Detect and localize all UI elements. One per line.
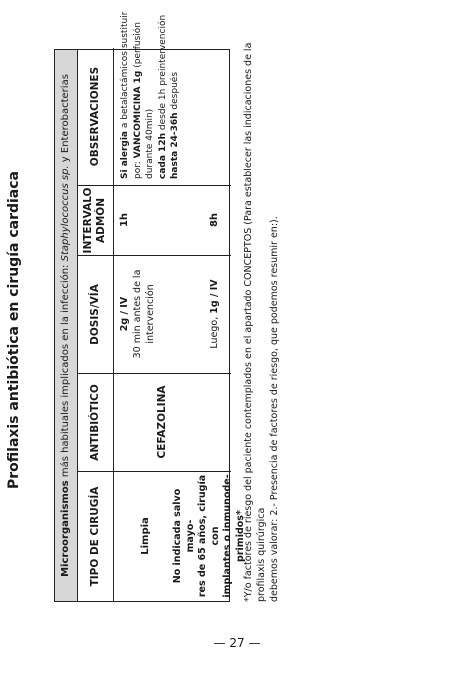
microorganisms-text: más habituales implicados en la infección: <box>60 264 71 478</box>
tipo-title: Limpia <box>140 517 151 555</box>
obs-hasta: hasta 24-36h <box>170 112 180 179</box>
cell-dosis-via <box>114 255 231 373</box>
obs-vancomicina: VANCOMICINA 1g <box>132 70 143 159</box>
cell-tipo-cirugia <box>114 471 246 601</box>
prophylaxis-table <box>54 11 246 602</box>
microorganisms-row <box>55 50 78 601</box>
observaciones-text <box>119 11 182 179</box>
microorganisms-organism: Staphylococcus sp. <box>60 165 71 262</box>
tipo-line: implantes o inmunode- <box>222 474 233 598</box>
page-title: Profilaxis antibiótica en cirugía cardiaca <box>6 171 22 490</box>
obs-despues: después <box>170 71 180 110</box>
dosis-followup <box>209 255 222 373</box>
obs-duracion: durante 40min) <box>145 108 155 179</box>
dosis-timing: 30 min antes de la <box>132 269 143 359</box>
header-antibiotico: ANTIBIÓTICO <box>77 373 114 471</box>
footnote <box>242 42 281 602</box>
header-intervalo <box>77 185 114 255</box>
header-observaciones: OBSERVACIONES <box>77 48 114 185</box>
dosis-luego-value: 1g / IV <box>209 279 220 314</box>
intervalo-followup: 8h <box>209 212 220 228</box>
obs-desde: desde 1h preintervención <box>157 14 168 131</box>
obs-alergia: Si alergia <box>120 130 130 179</box>
cell-intervalo <box>114 185 231 255</box>
intervalo-initial: 1h <box>119 212 130 228</box>
header-tipo-cirugia: TIPO DE CIRUGÍA <box>77 471 114 601</box>
dosis-luego: Luego, <box>209 316 220 349</box>
microorganisms-suffix: y Enterobacterias <box>60 74 71 163</box>
rotated-page-content <box>0 11 408 630</box>
footnote-line1: *Y/o factores de riesgo del paciente contemplados en el apartado CONCEPTOS (Para establecer las indicaciones de la profilaxis quirúrgica <box>243 42 267 602</box>
microorganisms-label: Microorganismos <box>60 480 71 577</box>
dosis-timing-2: intervención <box>145 284 156 344</box>
tipo-line: primidos* <box>234 510 246 562</box>
dosis-initial: 2g / IV <box>119 296 130 332</box>
footnote-line2: debemos valorar: 2.- Presencia de factores de riesgo, que podemos resumir en:). <box>269 216 280 602</box>
tipo-line: No indicada salvo mayo- <box>172 488 196 584</box>
header-intervalo-line2: ADMÓN <box>95 198 107 244</box>
page-number: — 27 — <box>213 636 261 650</box>
header-intervalo-line1: INTERVALO <box>82 187 94 254</box>
tipo-line: res de 65 años, cirugía con <box>197 474 221 598</box>
antibiotico-name: CEFAZOLINA <box>156 385 168 459</box>
cell-observaciones <box>114 11 231 185</box>
obs-line1: a betalactámicos sustituir <box>120 11 130 129</box>
obs-cada: cada 12h <box>157 133 168 179</box>
header-dosis-via: DOSIS/VÍA <box>77 255 114 373</box>
cell-antibiotico <box>114 373 231 471</box>
tipo-description <box>172 471 247 601</box>
obs-perfusion: (perfusión <box>132 22 143 68</box>
obs-por: por: <box>132 161 143 179</box>
